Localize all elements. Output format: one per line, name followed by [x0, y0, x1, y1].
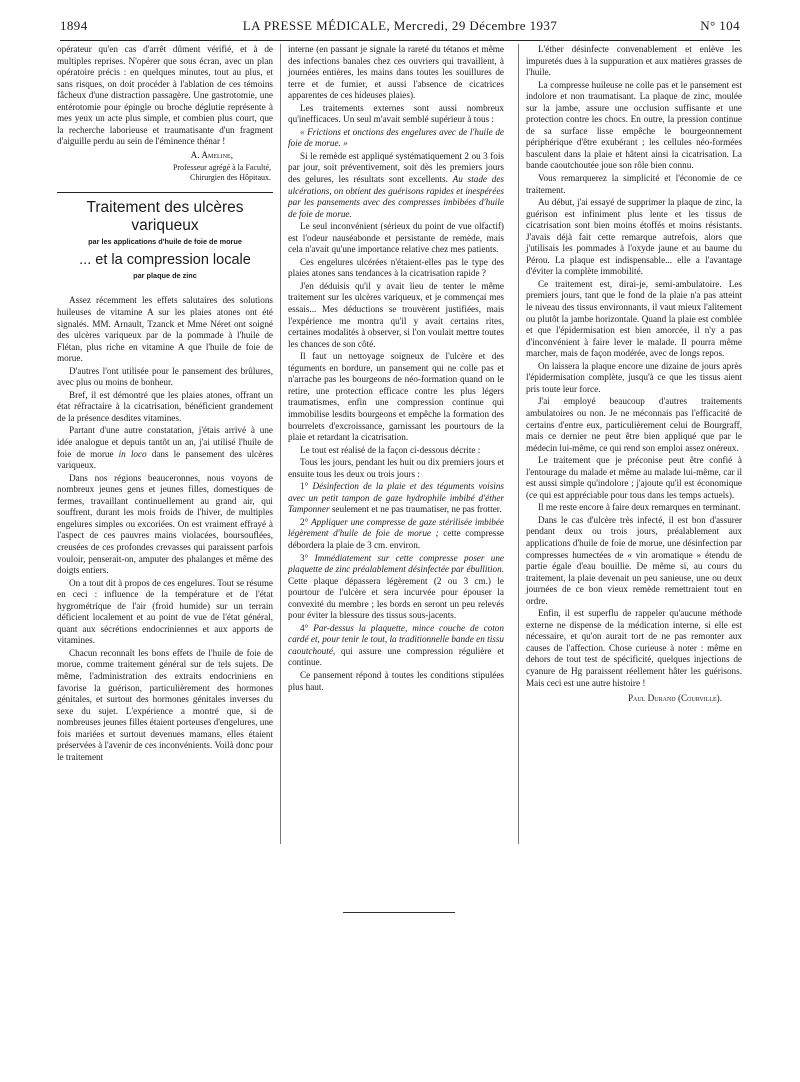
paragraph: Vous remarquerez la simplicité et l'économie de ce traitement.: [526, 173, 742, 195]
column-divider: [518, 44, 519, 844]
paragraph: « Frictions et onctions des engelures avec de l'huile de foie de morue. »: [288, 126, 504, 149]
paragraph: Il me reste encore à faire deux remarques en terminant.: [538, 502, 741, 513]
journal-title: LA PRESSE MÉDICALE, Mercredi, 29 Décembre 1937: [242, 18, 558, 33]
paragraph: Bref, il est démontré que les plaies atones, offrant un état réfractaire à la cicatrisation, bénéficient grandement de la présence desdites vitamines.: [57, 389, 273, 423]
paragraph: Ce traitement est, dirai-je, semi-ambulatoire. Les premiers jours, tant que le fond de la plaie n'a pas atteint le niveau des tissus environnants, il vaut mieux l'alitement ou plutôt la jambe horizontale. Quand la plaie est comblée et que l'épidermisation est bien amorcée, il n'y a pas d'inconvénient à faire lever le malade. Il pourra même marcher, mais de façon modérée, avec de longs repos.: [526, 278, 742, 359]
paragraph: La compresse huileuse ne colle pas et le pansement est indolore et non traumatisant. La plaque de zinc, moulée sur la jambe, assure une occlusion suffisante et une protection contre les chocs. En outre, la pression continue de sa surface lisse empêche le bourgeonnement périphérique d'être exubérant ; les cellules néo-formées basculent dans la plaie et hâtent ainsi la cicatrisation. La bande caoutchoutée joue son rôle bien connu.: [526, 79, 742, 171]
paragraph: Le traitement que je préconise peut être confié à l'entourage du malade et même au malade lui-même, car il est aussi simple qu'indolore ; j'ajoute qu'il est économique (ce qui est appréciable pour tous dans les temps actuels).: [526, 455, 742, 500]
paragraph: Enfin, il est superflu de rappeler qu'aucune méthode externe ne dispense de la médication interne, si elle est nécessaire, et qu'on aurait tort de ne pas remonter aux causes de l'affection. Chose curieuse à noter : même en dehors de tout test de spécificité, quelques injections de cyanure de Hg paraissent réellement hâter les guérisons. Mais ceci est une autre histoire !: [526, 608, 742, 688]
paragraph: J'ai employé beaucoup d'autres traitements ambulatoires ou non. Je ne méconnais pas l'efficacité de certains d'entre eux, particulièrement celui de Bourgraff, mais ce dernier ne peut être bien appliqué que par le médecin lui-même, ce qui rend son emploi assez onéreux.: [526, 396, 742, 453]
column-divider: [280, 44, 281, 844]
paragraph: Les traitements externes sont aussi nombreux qu'inefficaces. Un seul m'avait semblé supérieur à tous :: [288, 102, 504, 125]
article-title-2: ... et la compression locale: [79, 252, 251, 269]
signature-title: Chirurgien des Hôpitaux.: [190, 172, 271, 182]
signature-title: Professeur agrégé à la Faculté,: [173, 163, 271, 173]
end-rule: [343, 912, 455, 913]
paragraph: Au début, j'ai essayé de supprimer la plaque de zinc, la guérison est infiniment plus lente et les tissus de cicatrisation sont bien moins étoffés et moins résistants. J'avais déjà fait cette remarque autrefois, alors que j'utilisais les pommades à l'oxyde jaune et au baume du Pérou. La plaque est indispensable... elle a l'avantage d'éviter la complète immobilité.: [526, 197, 742, 277]
paragraph: Si le remède est appliqué systématiquement 2 ou 3 fois par jour, soit préventivement, soit dès les premiers jours des gelures, les résultats sont excellents. Au stade des ulcérations, on obtient des guérisons rapides et inespérées par les pansements avec des compresses imbibées d'huile de foie de morue.: [288, 150, 504, 219]
page-header: [60, 18, 740, 38]
section-separator: [57, 192, 273, 193]
column-1: [57, 44, 273, 764]
paragraph: Le seul inconvénient (sérieux du point de vue olfactif) est l'odeur nauséabonde et persistante de remède, mais cela n'avait qu'une importance relative chez mes patients.: [288, 221, 504, 255]
paragraph: Dans nos régions beauceronnes, nous voyons de nombreux jeunes gens et jeunes filles, domestiques de fermes, travaillant continuellement au grand air, qui souffrent, durant les mois froids de l'hiver, de multiples engelures simples ou excoriées. On est vraiment effrayé à l'aspect de ces pauvres mains violacées, boursouflées, creusées de ces profondes crevasses qui paraissent parfois vouloir, penserait-on, amputer des phalanges et même des doigts entiers.: [57, 472, 273, 576]
list-item: 3° Immédiatement sur cette compresse poser une plaquette de zinc préalablement désinfectée par ébullition. Cette plaque dépassera légèrement (2 ou 3 cm.) le pourtour de l'ulcère et sera incurvée pour épouser la convexité du membre ; les bords en seront un peu relevés pour éviter la blessure des tissus sous-jacents.: [288, 552, 504, 621]
page-number: 1894: [60, 18, 88, 33]
paragraph: Le tout est réalisé de la façon ci-dessous décrite :: [300, 444, 481, 455]
column-2: [288, 44, 504, 694]
paragraph: Chacun reconnaît les bons effets de l'huile de foie de morue, comme traitement général sur de tels sujets. De même, l'administration des extraits endocriniens en favorise la guérison, particulièrement des hormones génitales, et surtout des hormones génitales inverses du sexe du sujet. L'expérience a montré que, si de nombreuses jeunes filles étaient porteuses d'engelures, une fois mariées et surtout devenues mamans, elles étaient préservées à l'avenir de ces inconvénients. Voilà donc pour le traitement: [57, 647, 273, 762]
list-item: 4° Par-dessus la plaquette, mince couche de coton cardé et, pour tenir le tout, la traditionnelle bande en tissu caoutchouté, qui assure une compression régulière et continue.: [288, 622, 504, 668]
paragraph: Il faut un nettoyage soigneux de l'ulcère et des téguments en bordure, un pansement qui ne colle pas et n'arrache pas les bourgeons de néo-formation quand on le retire, une protection efficace contre les plus légers traumatismes, enfin une compression continue qui immobilise lesdits bourgeons et empêche la formation des bourrelets d'excroissance, garnissant les pourtours de la plaie et retardant la cicatrisation.: [288, 351, 504, 443]
paragraph: Dans le cas d'ulcère très infecté, il est bon d'assurer pendant deux ou trois jours, préalablement aux applications d'huile de foie de morue, une désinfection par compresses humectées de « vin aromatique » étendu de partie égale d'eau bouillie. De même si, au cours du traitement, la plaie devenait un peu sanieuse, une ou deux journées de ce bon vieux remède remettraient tout en ordre.: [526, 514, 742, 606]
list-item: 1° Désinfection de la plaie et des téguments voisins avec un petit tampon de gaze hydrophile imbibé d'éther Tamponner seulement et ne pas traumatiser, ne pas frotter.: [288, 481, 504, 515]
paragraph: Tous les jours, pendant les huit ou dix premiers jours et ensuite tous les deux ou trois jours :: [288, 457, 504, 479]
article-author: Paul Durand (Courville).: [627, 693, 722, 704]
paragraph: Ce pansement répond à toutes les conditions stipulées plus haut.: [288, 669, 504, 692]
article-subtitle-2: par plaque de zinc: [133, 271, 197, 281]
issue-number: N° 104: [700, 18, 740, 33]
article-title: Traitement des ulcères variqueux: [86, 199, 244, 235]
signature-name: A. Ameline,: [190, 149, 233, 160]
paragraph: Partant d'une autre constatation, j'étais arrivé à une idée analogue et depuis tantôt un an, j'ai utilisé l'huile de foie de morue in loco dans le pansement des ulcères variqueux.: [57, 425, 273, 471]
paragraph: interne (en passant je signale la rareté du tétanos et même des infections banales chez ces ouvriers qui travaillent, à journées entières, les mains dans toutes les souillures de terre et de fumier, et aussi l'absence de cicatrices apparentes de ces hideuses plaies).: [288, 44, 504, 101]
list-item: 2° Appliquer une compresse de gaze stérilisée imbibée légèrement d'huile de foie de morue ; cette compresse débordera la plaie de 3 cm. environ.: [288, 516, 504, 550]
paragraph: L'éther désinfecte convenablement et enlève les impuretés dues à la suppuration et aux matières grasses de l'huile.: [526, 44, 742, 78]
header-rule: [60, 40, 740, 41]
paragraph: opérateur qu'en cas d'arrêt dûment vérifié, et à de multiples reprises. N'opérer que sous écran, avec un plan opératoire précis : en quelques minutes, tout au plus, et sans risques, on doit procéder à l'ablation de ces témoins fâcheux d'une distraction passagère. Une gastrotomie, une entérotomie pour épingle ou broche déglutie représente à mes yeux un acte plus simple, et combien plus court, que la recherche laborieuse et traumatisante d'un fragment d'aiguille perdu au sein de l'éminence thénar !: [57, 44, 273, 147]
column-3: [526, 44, 742, 705]
paragraph: D'autres l'ont utilisée pour le pansement des brûlures, avec plus ou moins de bonheur.: [57, 365, 273, 388]
article-subtitle: par les applications d'huile de foie de morue: [88, 237, 242, 247]
paragraph: Ces engelures ulcérées n'étaient-elles pas le type des plaies atones sans tendances à la cicatrisation rapide ?: [288, 256, 504, 279]
paragraph: J'en déduisis qu'il y avait lieu de tenter le même traitement sur les ulcères variqueux, et je commençai mes essais... Mes déductions se trouvèrent justifiées, mais l'expérience me montra qu'il y avait certains rites, certaines modalités à observer, si l'on voulait mettre toutes les chances de son côté.: [288, 280, 504, 349]
paragraph: On laissera la plaque encore une dizaine de jours après l'épidermisation complète, jusqu'à ce que les tissus aient pris toute leur force.: [526, 360, 742, 394]
paragraph: Assez récemment les effets salutaires des solutions huileuses de vitamine A sur les plaies atones ont été signalés. MM. Arnault, Tzanck et Mme Néret ont soigné des ulcères variqueux par de la pommade à l'huile de Flétan, plus riche en vitamine A que l'huile de foie de morue.: [57, 295, 273, 364]
paragraph: On a tout dit à propos de ces engelures. Tout se résume en ceci : influence de la température et de l'état hygrométrique de l'air (froid humide) sur un terrain déficient localement et au point de vue de l'état général, quant aux sécrétions endocriniennes et aux apports de vitamines.: [57, 577, 273, 646]
